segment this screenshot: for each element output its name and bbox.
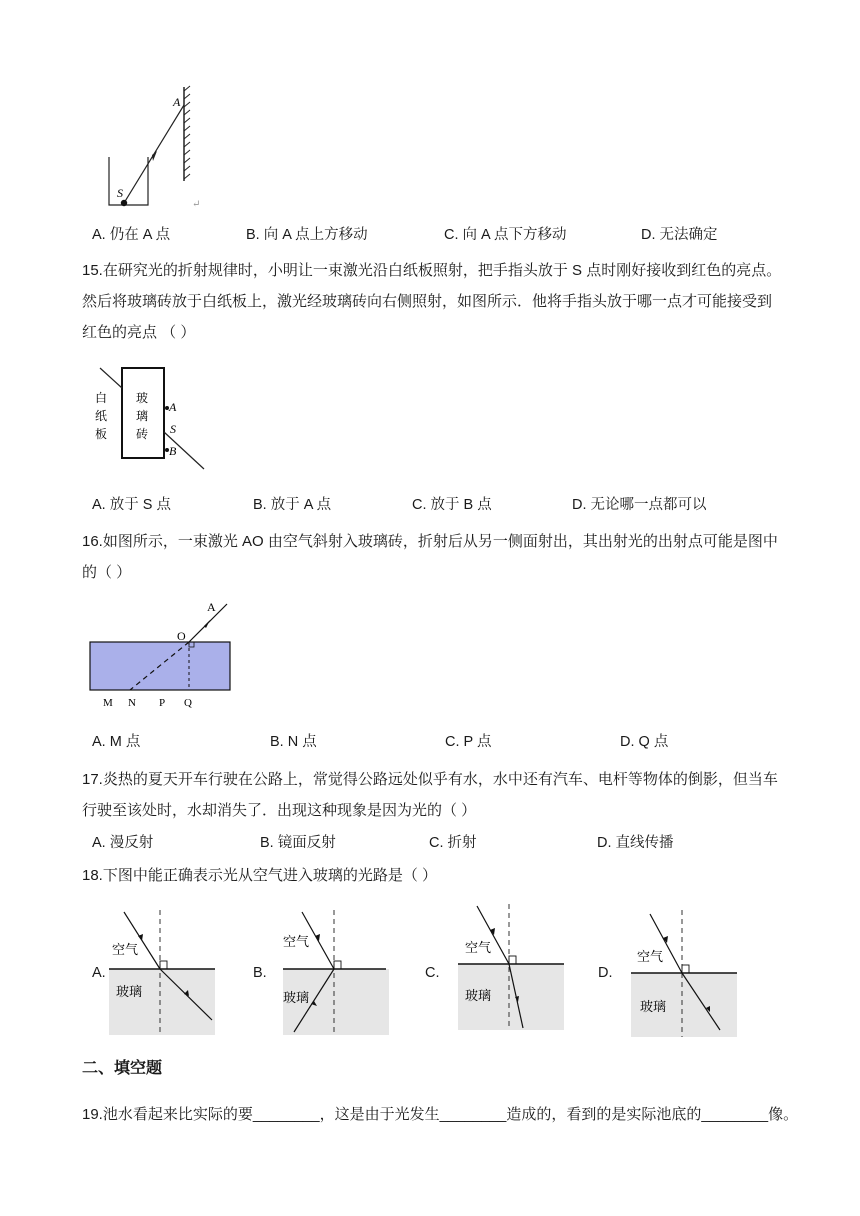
q17-option-d: D. 直线传播 [597,835,674,851]
q15-paper-label-1: 白 [95,391,108,405]
q16-option-c: C. P 点 [445,734,492,750]
q16-label-a: A [207,600,216,614]
q15-paper-label-2: 纸 [95,409,108,423]
q18-figure-c [455,902,567,1032]
q14-option-c: C. 向 A 点下方移动 [444,227,567,243]
q15-option-c: C. 放于 B 点 [412,497,492,513]
q18-a-air-label: 空气 [112,943,139,958]
q14-label-s: S [117,186,123,200]
q18-option-a-letter: A. [92,965,106,981]
q16-label-m: M [103,697,113,709]
q16-stem-line-2: 的（ ） [82,564,132,581]
q19-stem: 19.池水看起来比实际的要________，这是由于光发生________造成的，看到的是实际池底的________像。 [82,1106,799,1123]
q18-a-glass-label: 玻璃 [116,985,143,1000]
q14-figure [100,85,210,210]
q17-stem-line-2: 行驶至该处时，水却消失了．出现这种现象是因为光的（ ） [82,802,477,819]
q15-glass-label-2: 璃 [136,409,149,423]
q18-option-d-letter: D. [598,965,613,981]
q14-label-a: A [173,95,181,109]
q18-b-air-label: 空气 [283,935,310,950]
q16-stem-line-1: 16.如图所示，一束激光 AO 由空气斜射入玻璃砖，折射后从另一侧面射出，其出射光的出射点可能是图中 [82,533,778,550]
q17-option-c: C. 折射 [429,835,477,851]
q14-option-b: B. 向 A 点上方移动 [246,227,368,243]
q17-stem-line-1: 17.炎热的夏天开车行驶在公路上，常觉得公路远处似乎有水，水中还有汽车、电杆等物体的倒影，但当车 [82,771,778,788]
q18-c-air-label: 空气 [465,941,492,956]
q18-figure-b [280,908,392,1038]
q16-option-b: B. N 点 [270,734,317,750]
q15-glass-label-3: 砖 [136,427,149,441]
q18-c-glass-label: 玻璃 [465,989,492,1004]
q16-label-p: P [159,697,166,709]
q18-stem: 18.下图中能正确表示光从空气进入玻璃的光路是（ ） [82,867,438,884]
q15-glass-label-1: 玻 [136,391,149,405]
q18-figure-d [628,908,740,1038]
q15-figure [88,362,213,477]
q16-figure [86,598,236,710]
q17-option-b: B. 镜面反射 [260,835,336,851]
q14-option-a: A. 仍在 A 点 [92,227,171,243]
q18-option-c-letter: C. [425,965,440,981]
q16-label-q: Q [184,697,192,709]
q18-option-b-letter: B. [253,965,267,981]
section-title-fill-in: 二、填空题 [82,1060,163,1077]
q17-option-a: A. 漫反射 [92,835,154,851]
q15-stem-line-3: 红色的亮点 （ ） [82,324,196,341]
q15-paper-label-3: 板 [95,427,108,441]
q15-label-s: S [170,422,176,436]
q15-option-b: B. 放于 A 点 [253,497,332,513]
q18-b-glass-label: 玻璃 [283,991,310,1006]
q15-option-a: A. 放于 S 点 [92,497,171,513]
q15-label-b: B [169,444,177,458]
q15-stem-line-2: 然后将玻璃砖放于白纸板上，激光经玻璃砖向右侧照射，如图所示．他将手指头放于哪一点才可能接受到 [82,293,773,310]
q16-label-n: N [128,697,136,709]
q15-stem-line-1: 15.在研究光的折射规律时，小明让一束激光沿白纸板照射，把手指头放于 S 点时刚好接收到红色的亮点。 [82,262,782,279]
q15-label-a: A [169,400,177,414]
q16-option-d: D. Q 点 [620,734,669,750]
q16-option-a: A. M 点 [92,734,141,750]
q18-figure-a [106,908,218,1038]
q15-option-d: D. 无论哪一点都可以 [572,497,707,513]
svg-text:↵: ↵ [192,199,201,210]
q14-option-d: D. 无法确定 [641,227,718,243]
q18-d-glass-label: 玻璃 [640,1000,667,1015]
q16-label-o: O [177,629,186,643]
q18-d-air-label: 空气 [637,950,664,965]
